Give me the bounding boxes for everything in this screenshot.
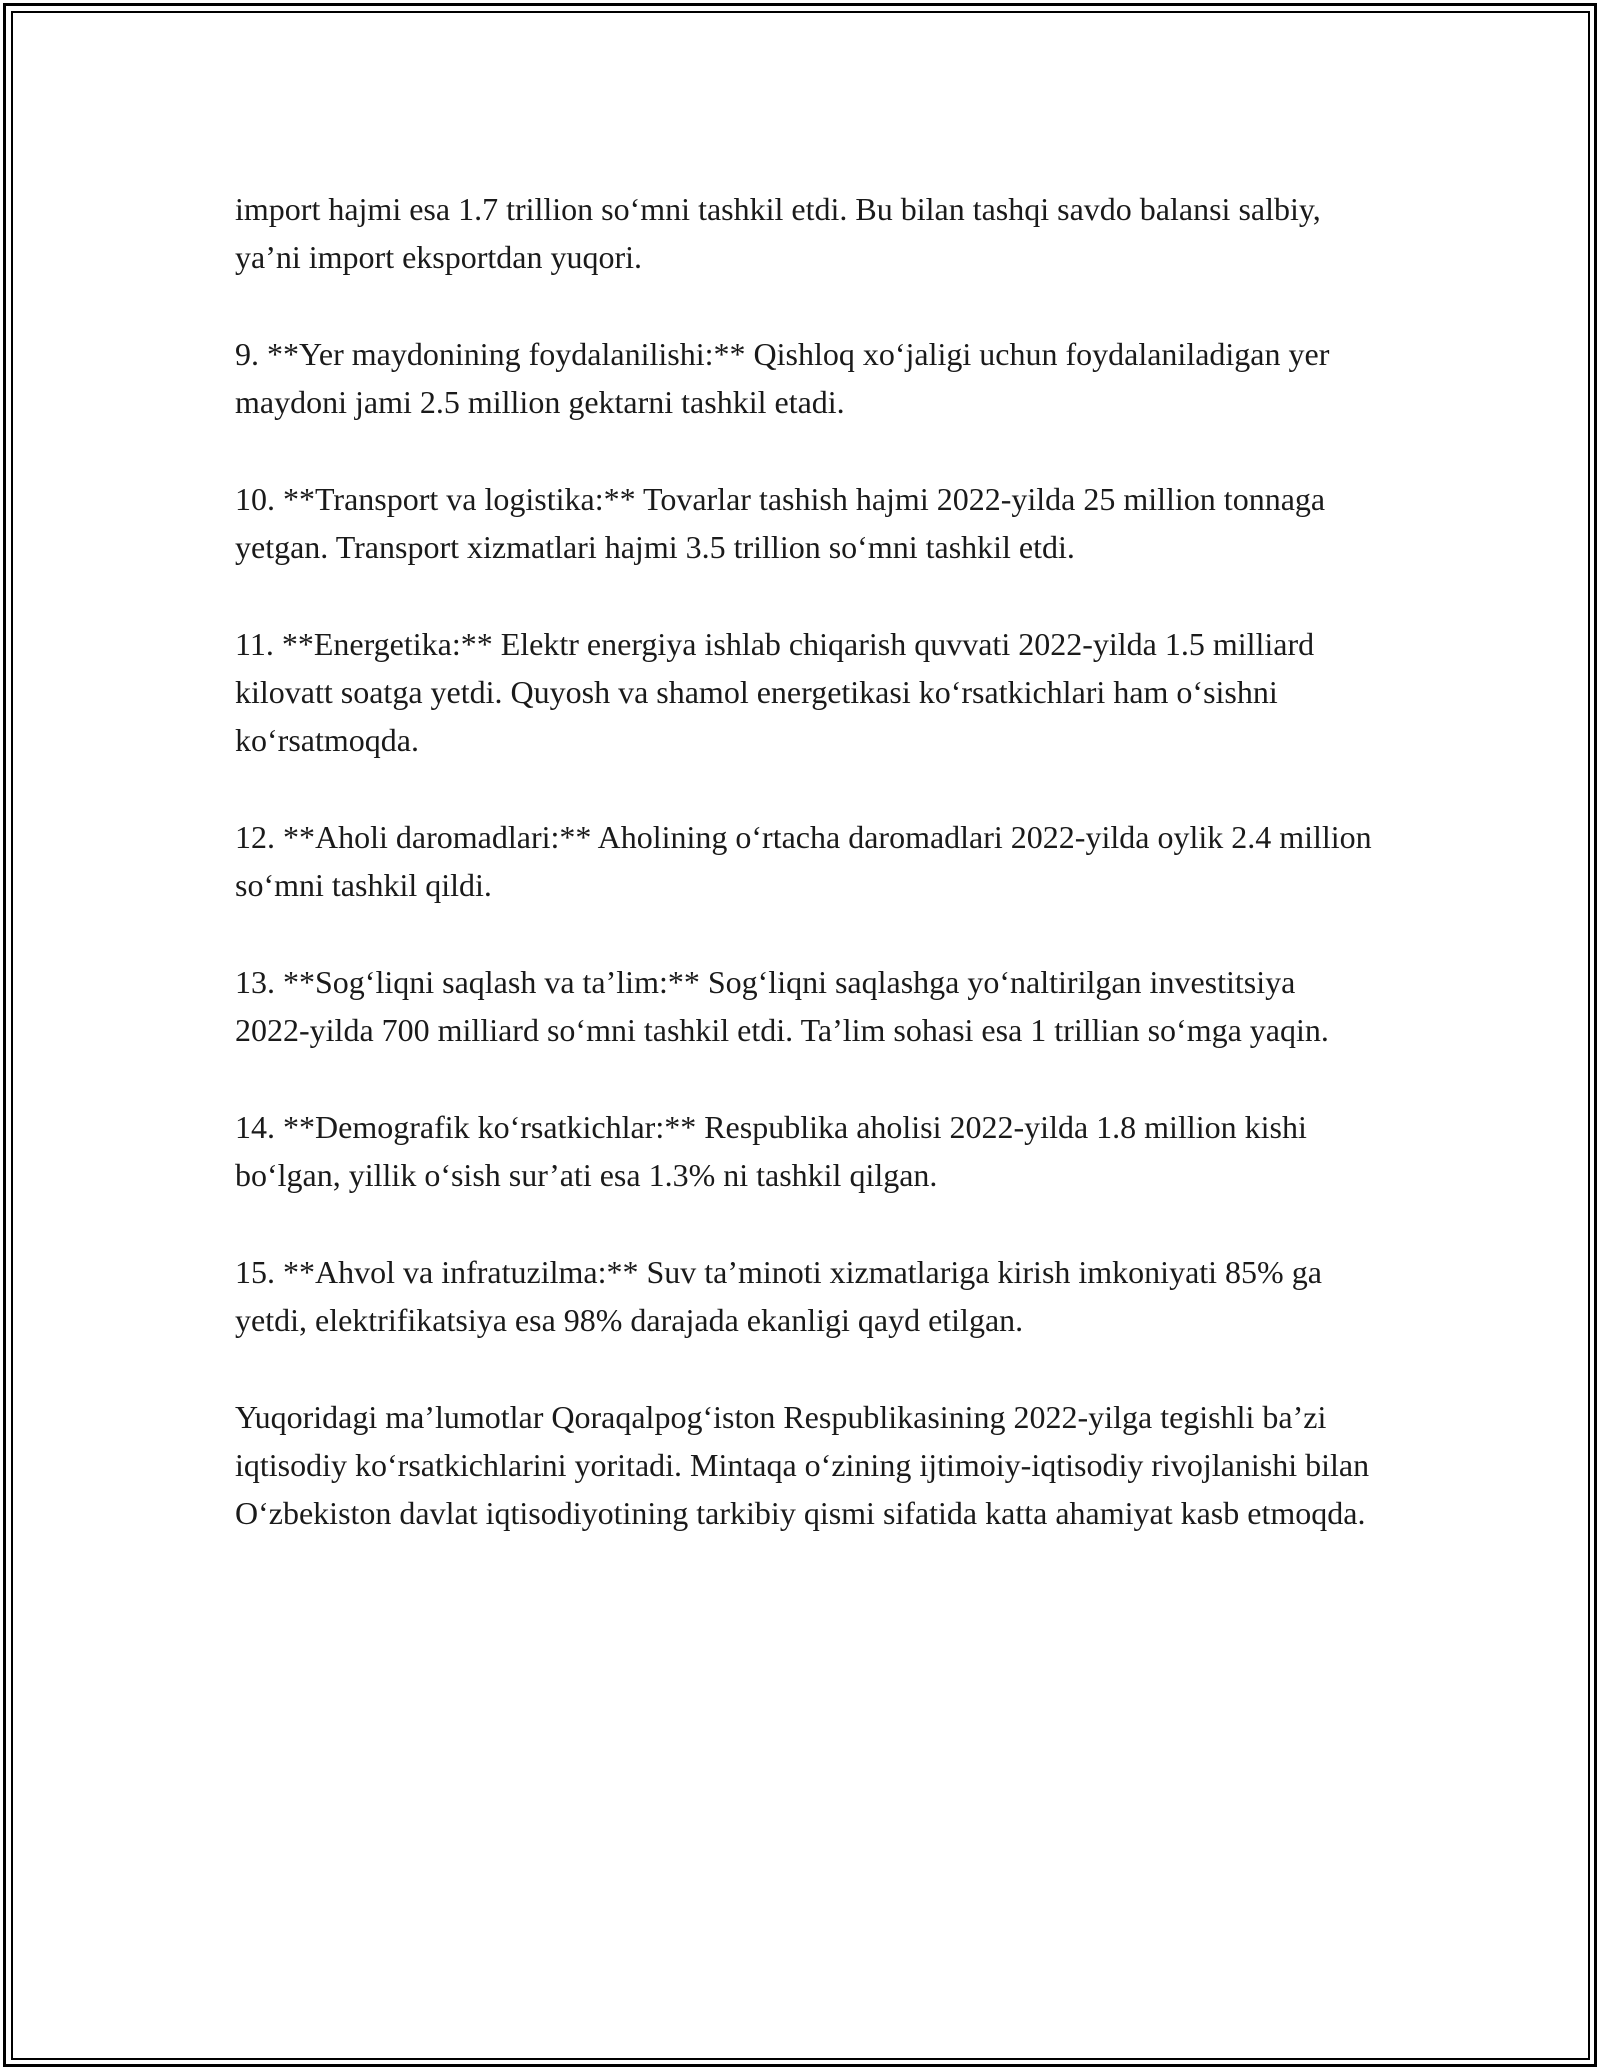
paragraph-conclusion: Yuqoridagi ma’lumotlar Qoraqalpog‘iston Respublikasining 2022-yilga tegishli ba’zi iqtisodiy ko‘rsatkichlarini yoritadi. Mintaqa o‘zining ijtimoiy-iqtisodiy rivojlanishi bilan O‘zbekiston davlat iqtisodiyotining tarkibiy qismi sifatida katta ahamiyat kasb etmoqda. — [235, 1399, 1370, 1531]
document-body — [235, 185, 1375, 1537]
paragraph-import-continuation: import hajmi esa 1.7 trillion so‘mni tashkil etdi. Bu bilan tashqi savdo balansi salbiy, ya’ni import eksportdan yuqori. — [235, 191, 1321, 275]
paragraph-item-15-infrastructure: 15. **Ahvol va infratuzilma:** Suv ta’minoti xizmatlariga kirish imkoniyati 85% ga yetdi, elektrifikatsiya esa 98% darajada ekanligi qayd etilgan. — [235, 1254, 1322, 1338]
paragraph-item-12-income: 12. **Aholi daromadlari:** Aholining o‘rtacha daromadlari 2022-yilda oylik 2.4 million so‘mni tashkil qildi. — [235, 819, 1372, 903]
paragraph-item-13-health-education: 13. **Sog‘liqni saqlash va ta’lim:** Sog‘liqni saqlashga yo‘naltirilgan investitsiya 2022-yilda 700 milliard so‘mni tashkil etdi. Ta’lim sohasi esa 1 trillian so‘mga yaqin. — [235, 964, 1329, 1048]
paragraph-item-9-land-use: 9. **Yer maydonining foydalanilishi:** Qishloq xo‘jaligi uchun foydalaniladigan yer maydoni jami 2.5 million gektarni tashkil etadi. — [235, 336, 1330, 420]
paragraph-item-14-demographics: 14. **Demografik ko‘rsatkichlar:** Respublika aholisi 2022-yilda 1.8 million kishi bo‘lgan, yillik o‘sish sur’ati esa 1.3% ni tashkil qilgan. — [235, 1109, 1307, 1193]
paragraph-item-11-energy: 11. **Energetika:** Elektr energiya ishlab chiqarish quvvati 2022-yilda 1.5 milliard kilovatt soatga yetdi. Quyosh va shamol energetikasi ko‘rsatkichlari ham o‘sishni ko‘rsatmoqda. — [235, 626, 1315, 758]
paragraph-item-10-transport: 10. **Transport va logistika:** Tovarlar tashish hajmi 2022-yilda 25 million tonnaga yetgan. Transport xizmatlari hajmi 3.5 trillion so‘mni tashkil etdi. — [235, 481, 1326, 565]
